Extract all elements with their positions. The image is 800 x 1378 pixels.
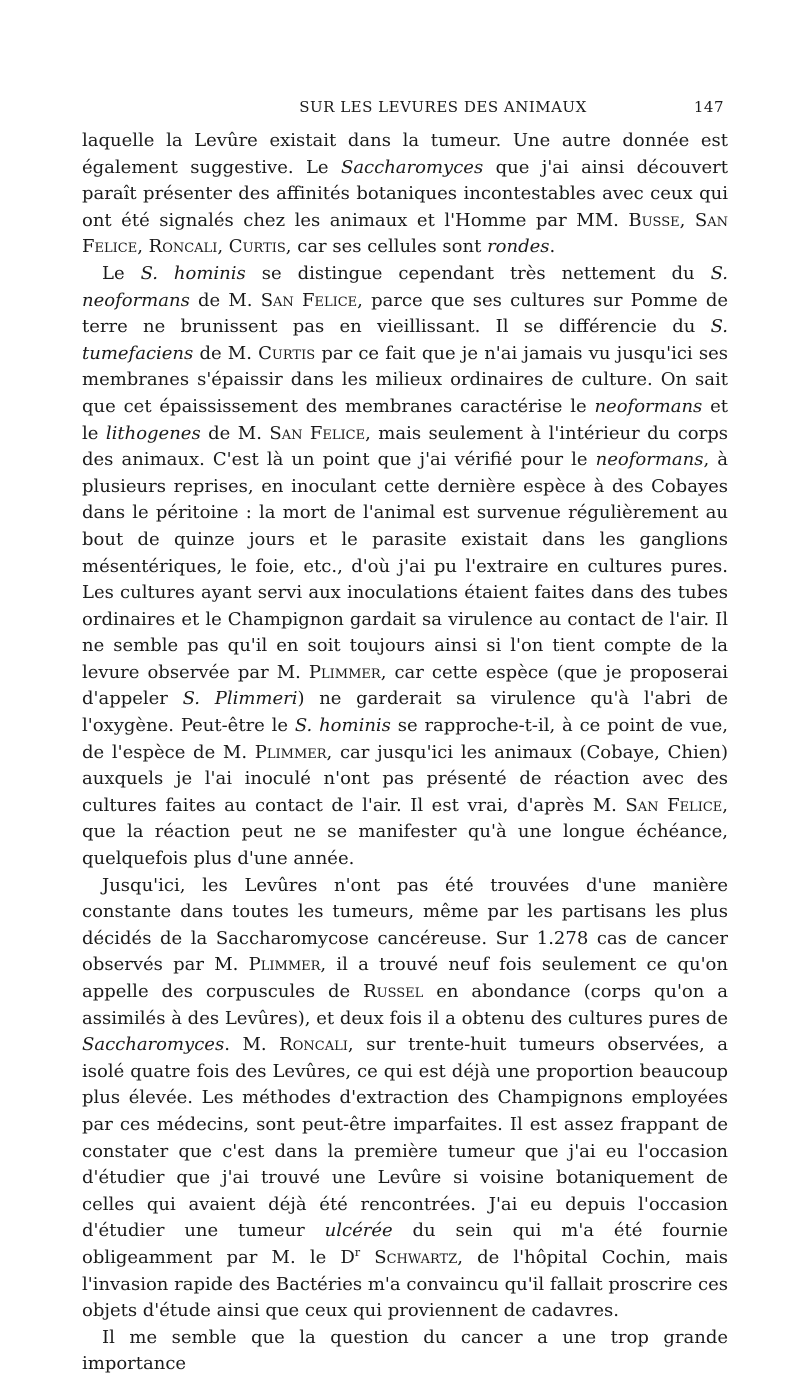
text-run: ) ne garderait sa virulence qu'à l'abri de l'oxygène. Peut-être le (82, 688, 729, 737)
text-run: . (549, 236, 556, 258)
italic-text: S. tumefaciens (82, 316, 728, 364)
author-name: Curtis (228, 236, 286, 258)
text-run: , (217, 236, 229, 258)
italic-text: lithogenes (105, 422, 201, 444)
italic-text: S. neoformans (82, 262, 728, 311)
text-run: laquelle la Levûre existait dans la tumeur. Une autre donnée est également suggestive. Le (82, 130, 728, 178)
author-name: Plimmer (308, 661, 381, 683)
text-run: , car jusqu'ici les animaux (Cobaye, Chien) auxquels je l'ai inoculé n'ont pas présenté de réaction avec des cultures faites au contact de l'air. Il est vrai, d'après M. (82, 741, 728, 816)
body-text (82, 128, 728, 1378)
italic-text: S. hominis (294, 715, 391, 737)
italic-text: ulcérée (324, 1220, 393, 1242)
text-run: Il me semble que la question du cancer a une trop grande importance (82, 1326, 728, 1375)
text-run: Jusqu'ici, les Levûres n'ont pas été trouvées d'une manière constante dans toutes les tumeurs, même par les partisans les plus décidés de la Saccharomycose cancéreuse. Sur 1.278 cas de cancer observés par M. (82, 874, 728, 976)
page-number: 147 (693, 98, 724, 116)
author-name: Plimmer (254, 741, 327, 763)
italic-text: S. hominis (140, 262, 246, 284)
text-run: , que la réaction peut ne se manifester qu'à une longue échéance, quelquefois plus d'une année. (82, 794, 728, 870)
text-run: se rapproche-t-il, à ce point de vue, de l'espèce de M. (82, 715, 728, 763)
author-name: Roncali (279, 1034, 348, 1056)
text-run: de M. (189, 289, 261, 311)
text-run: . M. (224, 1034, 280, 1056)
text-run: de M. (200, 422, 270, 444)
paragraph (82, 1325, 728, 1378)
text-run: , sur trente-huit tumeurs observées, a isolé quatre fois des Levûres, ce qui est déjà une proportion beaucoup plus élevée. Les méthodes d'extraction des Champignons employées par ces médecins, sont peut-être imparfaites. Il est assez frappant de constater que c'est dans la première tumeur que j'ai eu l'occasion d'étudier que j'ai trouvé une Levûre si voisine botaniquement de celles qui avaient déjà été rencontrées. J'ai eu depuis l'occasion d'étudier une tumeur (82, 1034, 728, 1242)
author-name: Roncali (148, 236, 218, 258)
author-name: San Felice (625, 794, 723, 816)
text-run: , de l'hôpital Cochin, mais l'invasion rapide des Bactéries m'a convaincu qu'il fallait proscrire ces objets d'étude ainsi que ceux qui proviennent de cadavres. (82, 1246, 728, 1322)
text-run: par ce fait que je n'ai jamais vu jusqu'ici ses membranes s'épaissir dans les milieux ordinaires de culture. On sait que cet épaississement des membranes caractérise le (82, 342, 728, 417)
text-run (360, 1247, 374, 1268)
text-run: , à plusieurs reprises, en inoculant cette dernière espèce à des Cobayes dans le péritoine : la mort de l'animal est survenue régulièrement au bout de quinze jours et le parasite existait dans les ganglions mésentériques, le foie, etc., d'où j'ai pu l'extraire en cultures pures. Les cultures ayant servi aux inoculations étaient faites dans des tubes ordinaires et le Champignon gardait sa virulence au contact de l'air. Il ne semble pas qu'il en soit toujours ainsi si l'on tient compte de la levure observée par M. (82, 449, 728, 683)
text-run: , il a trouvé neuf fois seulement ce qu'on appelle des corpuscules de (82, 954, 728, 1002)
text-run: que j'ai ainsi découvert paraît présenter des affinités botaniques incontestables avec ceux qui ont été signalés chez les animaux et l'Homme par MM. (82, 156, 729, 231)
paragraph (82, 128, 728, 261)
italic-text: rondes (487, 236, 550, 258)
author-name: Curtis (258, 342, 316, 364)
paragraph (82, 261, 728, 873)
paragraph (82, 873, 728, 1325)
italic-text: Saccharomyces (82, 1034, 225, 1056)
author-name: Russel (363, 981, 424, 1002)
superscript-text: r (354, 1245, 361, 1259)
author-name: San Felice (269, 422, 366, 444)
text-run: et le (82, 395, 728, 444)
text-run: , car ses cellules sont (285, 236, 488, 258)
italic-text: Saccharomyces (340, 156, 484, 178)
text-run: de M. (193, 342, 259, 364)
italic-text: neoformans (594, 395, 703, 417)
text-run: du sein qui m'a été fournie obligeamment par M. le D (82, 1220, 728, 1268)
author-name: Busse (628, 209, 680, 231)
book-page (82, 98, 728, 1378)
text-run: en abondance (corps qu'on a assimilés à des Levûres), et deux fois il a obtenu des cultures pures de (82, 981, 728, 1029)
text-run: , (679, 209, 695, 231)
text-run: , (137, 236, 149, 258)
running-title: SUR LES LEVURES DES ANIMAUX (299, 98, 587, 116)
text-run: , mais seulement à l'intérieur du corps des animaux. C'est là un point que j'ai vérifié pour le (82, 422, 729, 471)
author-name: San Felice (82, 209, 728, 258)
italic-text: neoformans (595, 449, 704, 471)
author-name: Plimmer (248, 954, 321, 976)
text-run: , car cette espèce (que je proposerai d'appeler (82, 661, 729, 710)
italic-text: S. Plimmeri (182, 688, 298, 710)
text-run: , parce que ses cultures sur Pomme de terre ne brunissent pas en vieillissant. Il se différencie du (82, 289, 729, 338)
text-run: Le (102, 262, 141, 284)
author-name: San Felice (260, 289, 358, 311)
author-name: Schwartz (374, 1246, 458, 1268)
text-run: se distingue cependant très nettement du (245, 262, 711, 284)
page-header (82, 98, 728, 116)
